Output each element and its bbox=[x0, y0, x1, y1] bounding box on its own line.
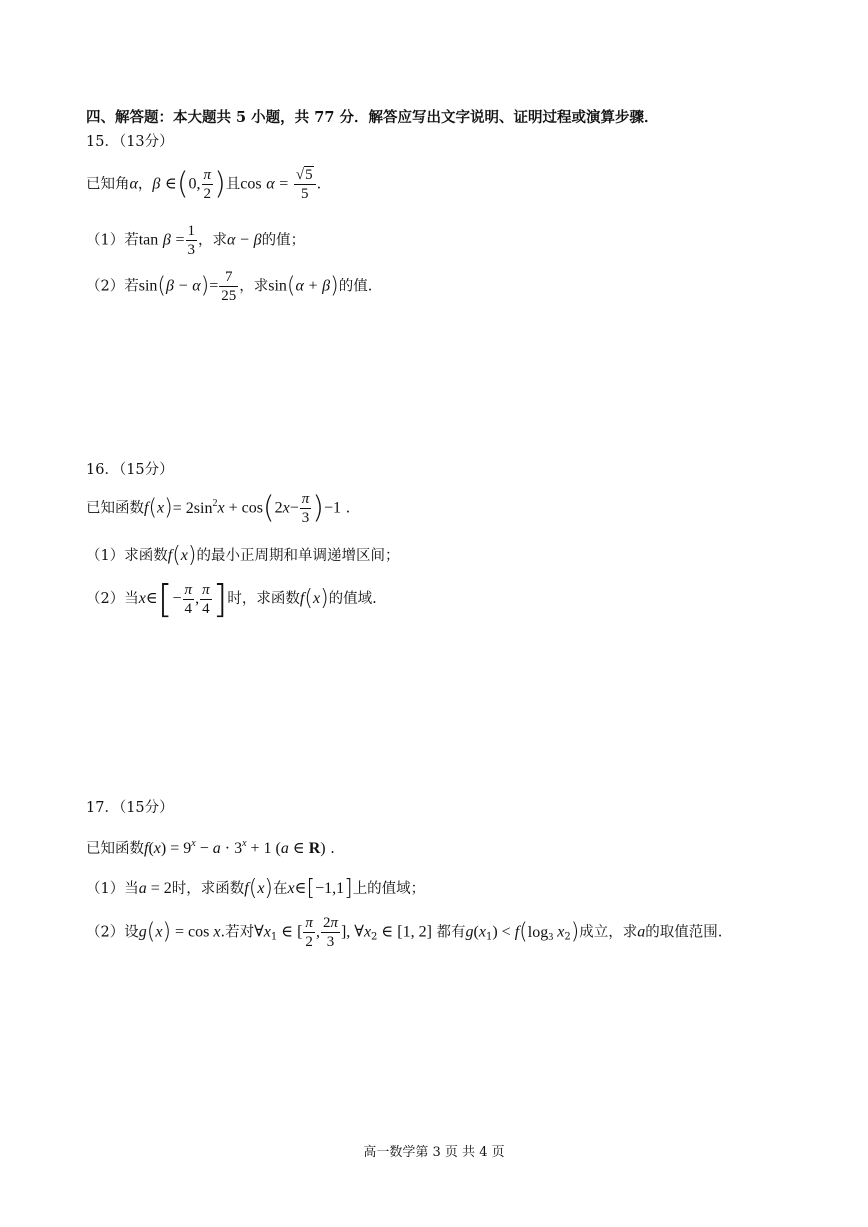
problem-15-part1: （1）若tan β = $\frac{1}{3}$ ，求α − β的值； bbox=[86, 223, 306, 258]
problem-17-part2: （2）设g(x) = cos x.若对$\forall x_1$ ∈ [ $\frac{\pi}{2}$ , $\frac{2\pi}{3}$ ], $\forall x_2$ ∈ [1, 2] 都有$g(x_1) < f(\log_3$ $x_2$)成立，求a的取值范围. bbox=[86, 915, 723, 950]
problem-16-part2: （2）当x∈[− $\frac{\pi}{4}$ , $\frac{\pi}{4}$ ]时，求函数f(x)的值域. bbox=[86, 577, 377, 621]
section-header: 四、解答题：本大题共 5 小题，共 77 分．解答应写出文字说明、证明过程或演算步骤． bbox=[86, 109, 659, 126]
problem-15-number: 15．（13分） bbox=[86, 134, 174, 150]
problem-15-part2: （2）若sin(β − α)= $\frac{7}{25}$ ，求sin(α + β)的值. bbox=[86, 269, 373, 304]
page-footer: 高一数学第 3 页 共 4 页 bbox=[363, 1145, 505, 1160]
problem-17-part1: （1）当a = 2时，求函数f(x)在x∈[−1,1]上的值域； bbox=[86, 876, 426, 901]
problem-16-number: 16．（15分） bbox=[86, 462, 174, 478]
problem-17-stem: 已知函数$f(x) = 9^x - a \cdot 3^x + 1$ (a ∈ R) . bbox=[86, 838, 335, 857]
problem-16-part1: （1）求函数f(x)的最小正周期和单调递增区间； bbox=[86, 543, 400, 568]
problem-16-stem: 已知函数$f(x)= 2\sin^2x + \cos(2x-$ $\frac{\pi}{3}$ )−1 . bbox=[86, 490, 351, 526]
problem-15-stem: 已知角α，β ∈(0, $\frac{\pi}{2}$ )且cos α = $\frac{√5}{5}$ . bbox=[86, 166, 322, 202]
problem-17-number: 17．（15分） bbox=[86, 800, 174, 816]
